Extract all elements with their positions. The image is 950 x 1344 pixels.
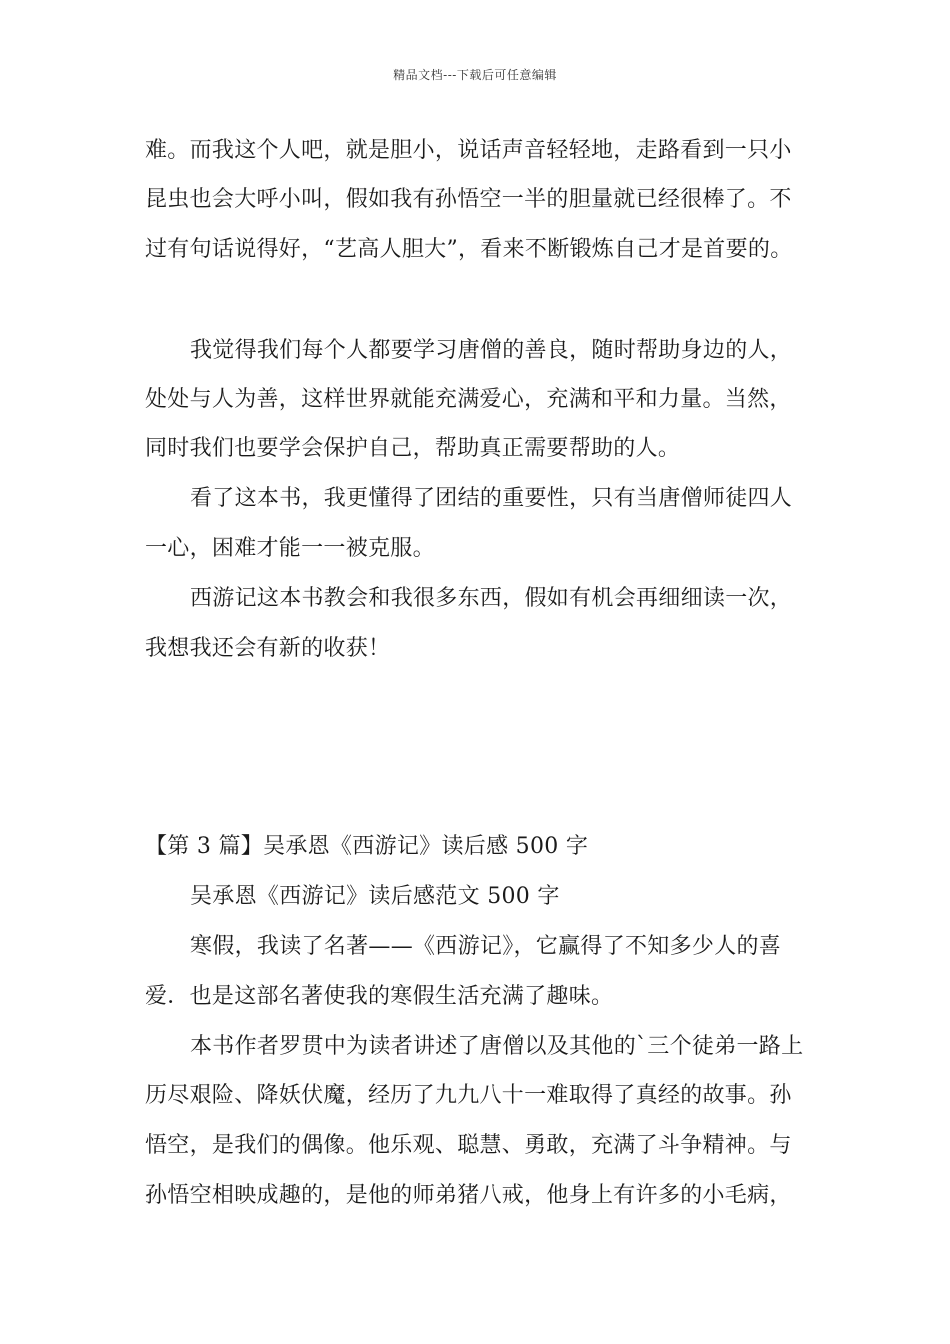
text-line: 历尽艰险、降妖伏魔，经历了九九八十一难取得了真经的故事。孙 — [145, 1083, 792, 1108]
text-line: 难。而我这个人吧，就是胆小，说话声音轻轻地，走路看到一只小 — [145, 138, 792, 163]
text-line: 悟空，是我们的偶像。他乐观、聪慧、勇敢，充满了斗争精神。与 — [145, 1133, 792, 1158]
section-heading: 【第 3 篇】吴承恩《西游记》读后感 500 字 — [145, 834, 589, 859]
text-line: 处处与人为善，这样世界就能充满爱心，充满和平和力量。当然， — [145, 387, 792, 412]
text-line: 我想我还会有新的收获！ — [145, 636, 391, 661]
text-line: 昆虫也会大呼小叫，假如我有孙悟空一半的胆量就已经很棒了。不 — [145, 187, 792, 212]
page-header: 精品文档---下载后可任意编辑 — [393, 68, 557, 82]
text-line: 孙悟空相映成趣的，是他的师弟猪八戒，他身上有许多的小毛病， — [145, 1183, 792, 1208]
text-line: 本书作者罗贯中为读者讲述了唐僧以及其他的`三个徒弟一路上 — [190, 1034, 804, 1059]
text-line: 爱．也是这部名著使我的寒假生活充满了趣味。 — [145, 984, 614, 1009]
text-line: 西游记这本书教会和我很多东西，假如有机会再细细读一次， — [190, 586, 793, 611]
text-line: 一心，困难才能一一被克服。 — [145, 536, 435, 561]
section-subtitle: 吴承恩《西游记》读后感范文 500 字 — [190, 884, 560, 909]
text-line: 过有句话说得好，“艺高人胆大”，看来不断锻炼自己才是首要的。 — [145, 237, 793, 262]
text-line: 寒假，我读了名著——《西游记》，它赢得了不知多少人的喜 — [190, 934, 782, 959]
text-line: 同时我们也要学会保护自己，帮助真正需要帮助的人。 — [145, 436, 681, 461]
text-line: 我觉得我们每个人都要学习唐僧的善良，随时帮助身边的人， — [190, 338, 793, 363]
text-line: 看了这本书，我更懂得了团结的重要性，只有当唐僧师徒四人 — [190, 486, 793, 511]
